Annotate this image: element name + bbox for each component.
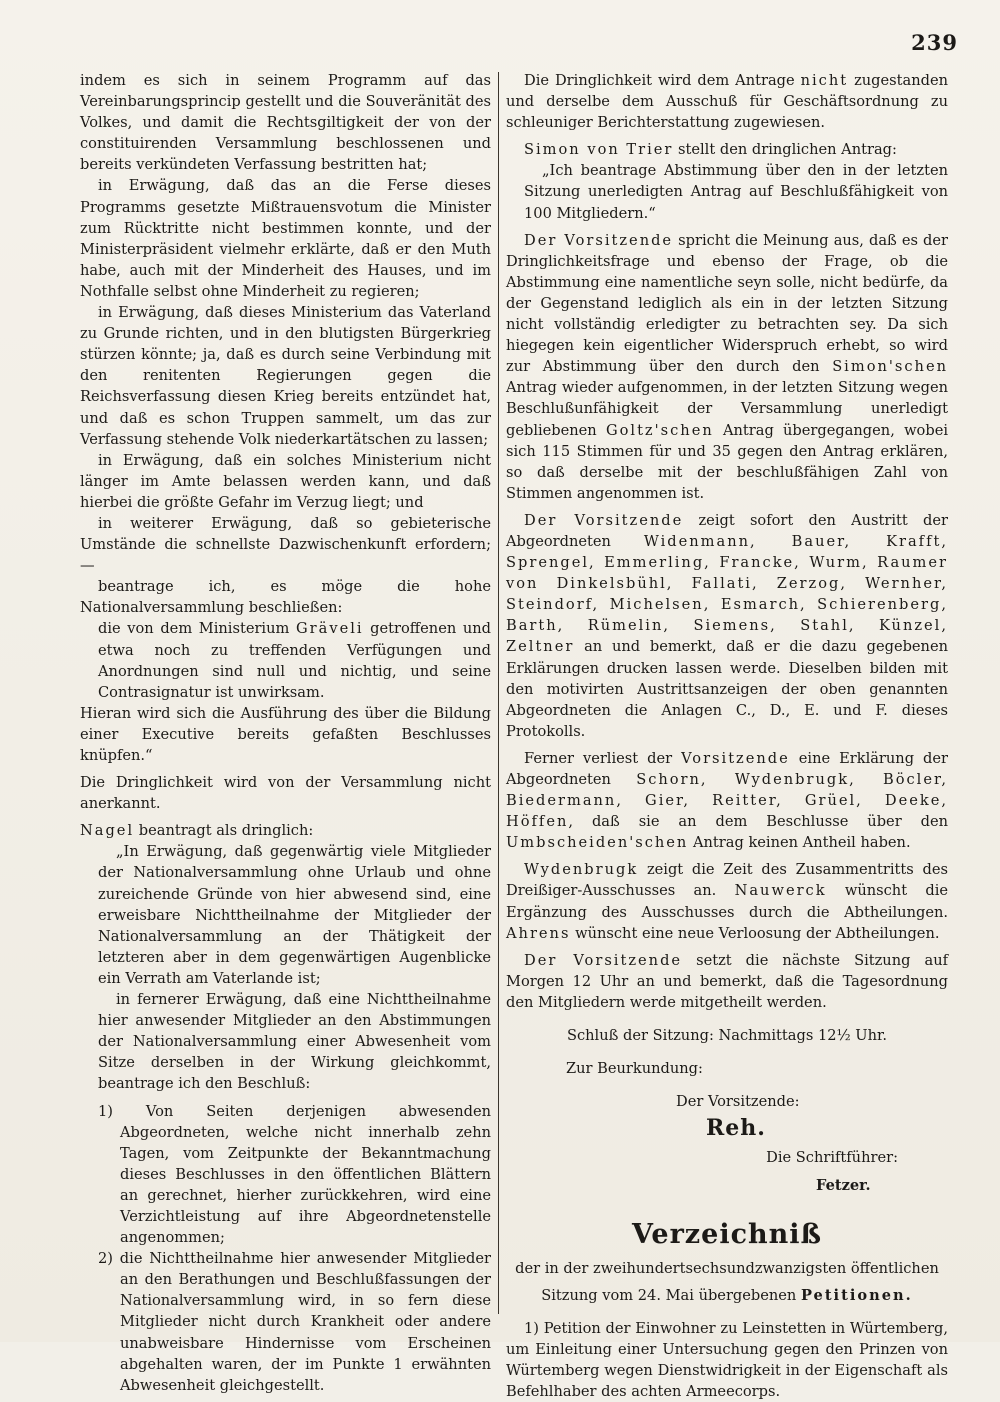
session-close: Schluß der Sitzung: Nachmittags 12½ Uhr. [566, 1027, 888, 1045]
paragraph: „In Erwägung, daß gegenwärtig viele Mitglieder der Nationalversammlung ohne Urlaub und ohne zureichende Gründe von hier abwesend sind, eine erweisbare Nichttheilnahme der Mitglieder der Nationalversammlung an der Thätigkeit der letzteren aber in dem gegenwärtigen Augenblicke ein Verrath am Vaterlande ist; [98, 843, 491, 987]
section-subtitle: Sitzung vom 24. Mai übergebenen Petitionen. [541, 1286, 913, 1304]
paragraph: in Erwägung, daß das an die Ferse dieses Programms gesetzte Mißtrauensvotum die Minister zum Rücktritte nicht bestimmen konnte, und der Ministerpräsident vielmehr erklärte, daß er den Muth habe, auch mit der Minderheit des Hauses, und im Nothfalle selbst ohne Minderheit zu regieren; [80, 177, 491, 300]
paragraph: in fernerer Erwägung, daß eine Nichttheilnahme hier anwesender Mitglieder an den Abstimmungen der Nationalversammlung einer Abwesenheit vom Sitze derselben in der Wirkung gleichkommt, beantrage ich den Beschluß: [98, 991, 491, 1093]
section-subtitle: der in der zweihundertsechsundzwanzigsten öffentlichen [515, 1259, 939, 1277]
column-divider [498, 72, 499, 1314]
right-column [506, 70, 948, 1402]
attestation-label: Zur Beurkundung: [566, 1060, 703, 1078]
motion-intro: Nagel beantragt als dringlich: [80, 822, 314, 840]
paragraph: in Erwägung, daß dieses Ministerium das Vaterland zu Grunde richten, und in den blutigsten Bürgerkrieg stürzen könnte; ja, daß es durch seine Verbindung mit den renitenten Regierungen gegen die Reichsverfassung diesen Krieg bereits entzündet hat, und daß es schon Truppen sammelt, um das zur Verfassung stehende Volk niederkartätschen zu lassen; [80, 304, 491, 448]
list-item: 2) die Nichttheilnahme hier anwesender Mitglieder an den Berathungen und Beschlußfassungen der Nationalversammlung wird, in so fern diese Mitglieder nicht durch Krankheit oder andere unabweisbare Hindernisse vom Erscheinen abgehalten waren, der im Punkte 1 erwähnten Abwesenheit gleichgestellt. [98, 1250, 491, 1394]
list-item: 1) Von Seiten derjenigen abwesenden Abgeordneten, welche nicht innerhalb zehn Tagen, vom Zeitpunkte der Bekanntmachung dieses Beschlusses in den öffentlichen Blättern an gerechnet, hierher zurückkehren, wird eine Verzichtleistung auf ihre Abgeordnetenstelle angenommen; [98, 1102, 491, 1247]
paragraph: in Erwägung, daß ein solches Ministerium nicht länger im Amte belassen werden kann, und daß hierbei die größte Gefahr im Verzug liegt; und [80, 451, 491, 511]
paragraph: Der Vorsitzende spricht die Meinung aus, daß es der Dringlichkeitsfrage und ebenso der Frage, ob die Abstimmung eine namentliche seyn solle, nicht bedürfe, da der Gegenstand lediglich als ein in der letzten Sitzung nicht vollständig erledigter zu betrachten sey. Da sich hiegegen kein eigentlicher Widerspruch erhebt, so wird zur Abstimmung über den durch den Simon'schen Antrag wieder aufgenommen, in der letzten Sitzung wegen Beschlußunfähigkeit der Versammlung unerledigt gebliebenen Goltz'schen Antrag übergegangen, wobei sich 115 Stimmen für und 35 gegen den Antrag erklären, so daß derselbe mit der beschlußfähigen Zahl von Stimmen angenommen ist. [506, 231, 949, 502]
deputy-names: Schorn, Wydenbrugk, Böcler, Biedermann, Gier, Reitter, Grüel, Deeke, Höffen [506, 771, 948, 831]
petition-entry: 1) Petition der Einwohner zu Leinstetten in Würtemberg, um Einleitung einer Untersuchung gegen den Prinzen von Würtemberg wegen Dienstwidrigkeit in der Eigenschaft als Befehlhaber des achten Armeecorps. [506, 1319, 948, 1401]
paragraph: Simon von Trier stellt den dringlichen Antrag: [524, 141, 897, 159]
paragraph: beantrage ich, es möge die hohe Nationalversammlung beschließen: [80, 578, 491, 617]
paragraph: indem es sich in seinem Programm auf das Vereinbarungsprincip gestellt und die Souveränität des Volkes, und damit die Rechtsgiltigkeit der von der constituirenden Versammlung beschlossenen und bereits verkündeten Verfassung bestritten hat; [80, 72, 491, 174]
paragraph: Wydenbrugk zeigt die Zeit des Zusammentritts des Dreißiger-Ausschusses an. Nauwerck wünscht die Ergänzung des Ausschusses durch die Abtheilungen. Ahrens wünscht eine neue Verloosung der Abtheilungen. [506, 861, 948, 942]
quoted-motion: „Ich beantrage Abstimmung über den in der letzten Sitzung unerledigten Antrag auf Beschlußfähigkeit von 100 Mitgliedern.“ [524, 162, 948, 222]
chair-signature: Reh. [706, 1115, 766, 1142]
paragraph: Die Dringlichkeit wird dem Antrage nicht zugestanden und derselbe dem Ausschuß für Geschäftsordnung zu schleuniger Berichterstattung zugewiesen. [506, 72, 948, 132]
chair-label: Der Vorsitzende: [676, 1093, 800, 1111]
paragraph: Der Vorsitzende setzt die nächste Sitzung auf Morgen 12 Uhr an und bemerkt, daß die Tagesordnung den Mitgliedern werde mitgetheilt werden. [506, 951, 948, 1011]
left-column [80, 70, 491, 1396]
speaker-name: Simon von Trier [524, 141, 674, 159]
paragraph: Ferner verliest der Vorsitzende eine Erklärung der Abgeordneten Schorn, Wydenbrugk, Böcler, Biedermann, Gier, Reitter, Grüel, Deeke, Höffen, daß sie an dem Beschlusse über den Umbscheiden'schen Antrag keinen Antheil haben. [506, 749, 948, 852]
paragraph: Hieran wird sich die Ausführung des über die Bildung einer Executive bereits gefaßten Beschlusses knüpfen.“ [80, 704, 491, 764]
paragraph: Die Dringlichkeit wird von der Versammlung nicht anerkannt. [80, 774, 491, 813]
minister-name: Gräveli [295, 620, 364, 638]
secretaries-label: Die Schriftführer: [766, 1149, 898, 1167]
paragraph: Der Vorsitzende zeigt sofort den Austritt der Abgeordneten Widenmann, Bauer, Krafft, Sprengel, Emmerling, Francke, Wurm, Raumer von Dinkelsbühl, Fallati, Zerzog, Wernher, Steindorf, Michelsen, Esmarch, Schierenberg, Barth, Rümelin, Siemens, Stahl, Künzel, Zeltner an und bemerkt, daß er die dazu gegebenen Erklärungen drucken lassen werde. Dieselben bilden mit den motivirten Austrittsanzeigen der oben genannten Abgeordneten die Anlagen C., D., E. und F. dieses Protokolls. [506, 511, 948, 740]
resolution-text: die von dem Ministerium Gräveli getroffenen und etwa noch zu treffenden Verfügungen und Anordnungen sind null und nichtig, und seine Contrasignatur ist unwirksam. [98, 620, 491, 701]
section-heading: Verzeichniß [631, 1218, 823, 1250]
paragraph: in weiterer Erwägung, daß so gebieterische Umstände die schnellste Dazwischenkunft erfordern; — [80, 514, 491, 575]
page-number: 239 [911, 30, 958, 55]
secretary-signature: Fetzer. [816, 1176, 871, 1194]
deputy-names: Widenmann, Bauer, Krafft, Sprengel, Emmerling, Francke, Wurm, Raumer von Dinkelsbühl, Fallati, Zerzog, Wernher, Steindorf, Michelsen, Esmarch, Schierenberg, Barth, Rümelin, Siemens, Stahl, Künzel, Zeltner [506, 532, 948, 656]
speaker-name: Nagel [80, 822, 135, 840]
